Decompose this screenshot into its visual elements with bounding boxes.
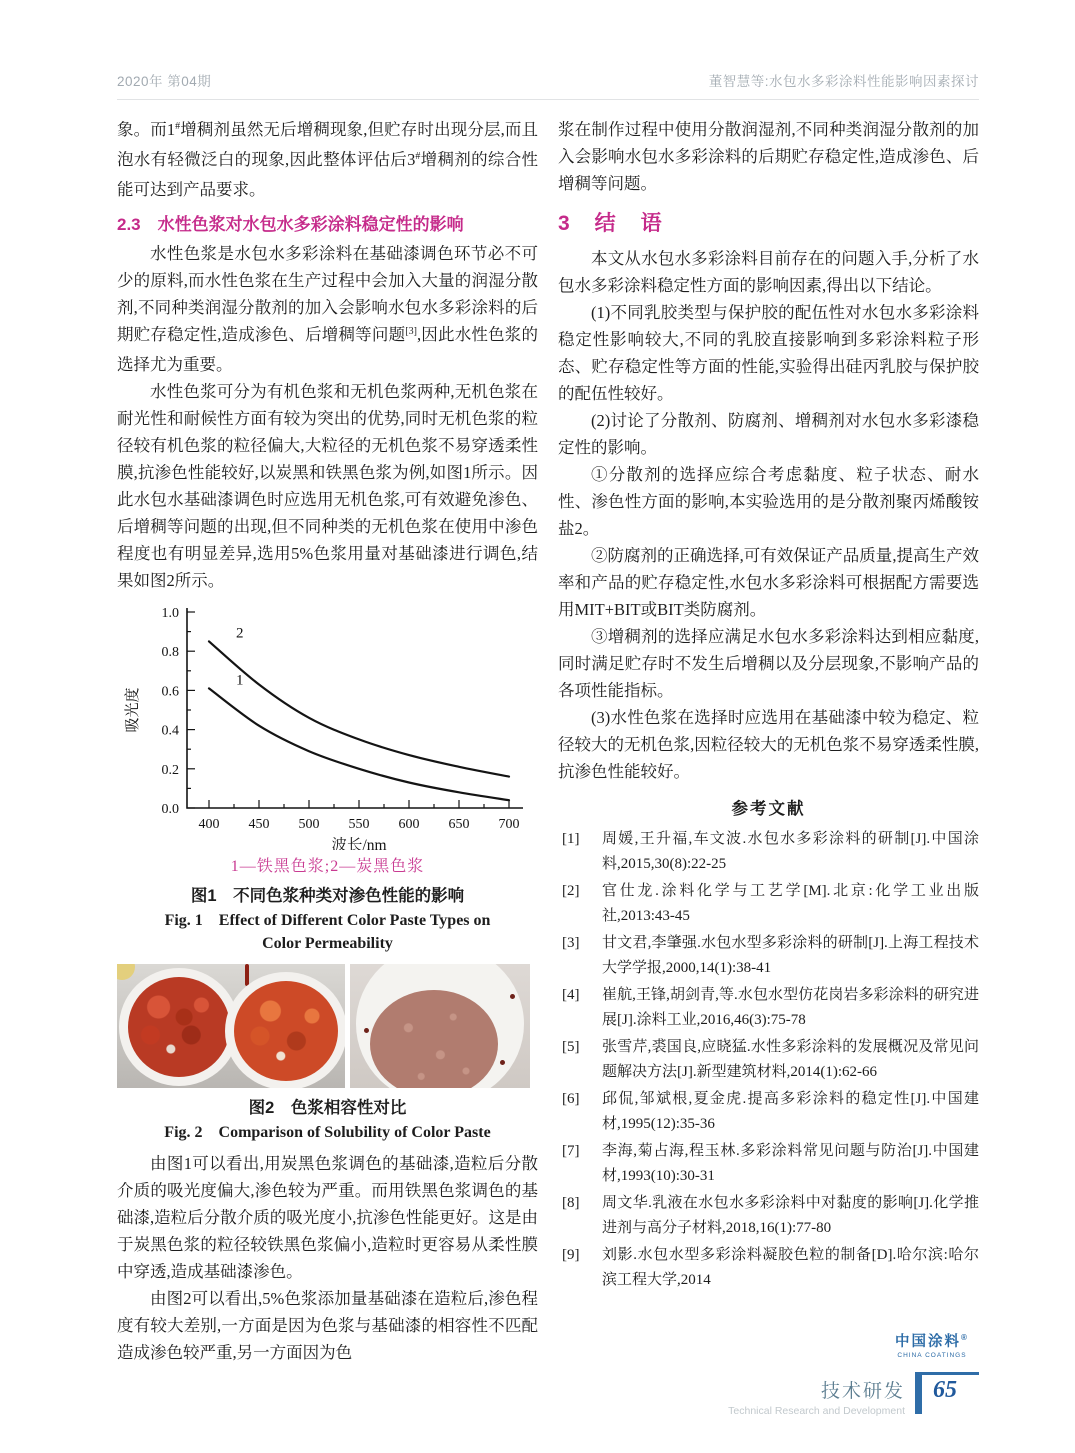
reference-item-9 xyxy=(558,1243,979,1293)
running-title: 董智慧等:水包水多彩涂料性能影响因素探讨 xyxy=(708,74,979,89)
conclusion-paragraph-6: ③增稠剂的选择应满足水包水多彩涂料达到相应黏度,同时满足贮存时不发生后增稠以及分层现象,不影响产品的各项性能指标。 xyxy=(558,627,979,700)
figure-1-caption-cn: 图1 不同色浆种类对渗色性能的影响 xyxy=(190,887,465,905)
reference-item-8 xyxy=(558,1191,979,1241)
figure-1-legend: 1—铁黑色浆;2—炭黑色浆 xyxy=(230,858,425,875)
reference-text: 周媛,王升福,车文波.水包水多彩涂料的研制[J].中国涂料,2015,30(8):22-25 xyxy=(602,831,979,872)
left-column xyxy=(117,116,538,1366)
reference-number: [9] xyxy=(562,1247,580,1263)
logo-cn: 中国涂料® xyxy=(895,1333,969,1350)
paragraph-fig1-analysis: 由图1可以看出,用炭黑色浆调色的基础漆,造粒后分散介质的吸光度偏大,渗色较为严重。而用铁黑色浆调色的基础漆,造粒后分散介质的吸光度小,抗渗色性能更好。这是由于炭黑色浆的粒径较铁黑色浆偏小,造粒时更容易从柔性膜中穿透,造成基础漆渗色。 xyxy=(117,1154,538,1281)
paragraph-colorpaste-types: 水性色浆可分为有机色浆和无机色浆两种,无机色浆在耐光性和耐候性方面有较为突出的优势,同时无机色浆的粒径较有机色浆的粒径偏大,大粒径的无机色浆不易穿透柔性膜,抗渗色性能较好,以炭黑和铁黑色浆为例,如图1所示。因此水包水基础漆调色时应选用无机色浆,可有效避免渗色、后增稠等问题的出现,但不同种类的无机色浆在使用中渗色程度也有明显差异,选用5%色浆用量对基础漆进行调色,结果如图2所示。 xyxy=(117,382,538,590)
reference-number: [2] xyxy=(562,883,580,899)
x-tick-label: 400 xyxy=(198,817,220,832)
photo-detail-drip xyxy=(245,964,249,986)
orange-paste xyxy=(234,981,338,1081)
page-number-box xyxy=(915,1372,979,1414)
photo-color-paste-bowls xyxy=(117,964,345,1088)
footer-section-en: Technical Research and Development xyxy=(728,1405,905,1417)
reference-item-4 xyxy=(558,983,979,1033)
curve-label-2: 2 xyxy=(236,625,244,642)
figure-2-caption-cn: 图2 色浆相容性对比 xyxy=(248,1099,407,1117)
curve-label-1: 1 xyxy=(236,672,244,689)
reference-item-6 xyxy=(558,1087,979,1137)
conclusion-paragraph-7: (3)水性色浆在选择时应选用在基础漆中较为稳定、粒径较大的无机色浆,因粒径较大的无机色浆不易穿透柔性膜,抗渗色性能较好。 xyxy=(558,708,979,781)
y-tick-label: 0.0 xyxy=(161,802,179,817)
reference-item-2 xyxy=(558,879,979,929)
figure-2-caption-en: Fig. 2 Comparison of Solubility of Color Paste xyxy=(164,1124,491,1141)
section-3-heading: 3 结 语 xyxy=(558,212,664,235)
y-tick-label: 0.2 xyxy=(161,762,179,778)
y-tick-label: 1.0 xyxy=(161,606,179,621)
reference-number: [1] xyxy=(562,831,580,847)
x-tick-label: 450 xyxy=(248,817,270,832)
footer-section-titles xyxy=(728,1376,905,1417)
x-tick-label: 500 xyxy=(298,817,320,832)
registered-mark: ® xyxy=(961,1333,969,1343)
conclusion-paragraph-1: 本文从水包水多彩涂料目前存在的问题入手,分析了水包水多彩涂料稳定性方面的影响因素,得出以下结论。 xyxy=(558,249,979,295)
figure-1-chart xyxy=(117,598,538,855)
speck xyxy=(510,994,515,999)
paragraph-fig2-analysis: 由图2可以看出,5%色浆添加量基础漆在造粒后,渗色程度有较大差别,一方面是因为色浆与基础漆的相容性不匹配造成渗色较严重,另一方面因为色 xyxy=(117,1289,538,1362)
bowl-left xyxy=(119,968,239,1086)
reference-number: [8] xyxy=(562,1195,580,1211)
figure-2-photos xyxy=(117,964,538,1088)
speck xyxy=(500,1060,505,1065)
figure-1-caption-en: Fig. 1 Effect of Different Color Paste Types on Color Permeability xyxy=(164,912,491,952)
conclusion-paragraph-2: (1)不同乳胶类型与保护胶的配伍性对水包水多彩涂料稳定性影响较大,不同的乳胶直接影响到多彩涂料粒子形态、贮存稳定性等方面的性能,实验得出硅丙乳胶与保护胶的配伍性较好。 xyxy=(558,303,979,403)
red-paste xyxy=(128,977,230,1077)
footer-section-cn: 技术研发 xyxy=(820,1381,905,1402)
reference-text: 李海,菊占海,程玉林.多彩涂料常见问题与防治[J].中国建材,1993(10):30-31 xyxy=(602,1143,979,1184)
reference-text: 张雪芹,裘国良,应晓猛.水性多彩涂料的发展概况及常见问题解决方法[J].新型建筑材料,2014(1):62-66 xyxy=(602,1039,979,1080)
reference-item-5 xyxy=(558,1035,979,1085)
reference-item-7 xyxy=(558,1139,979,1189)
conclusion-paragraph-3: (2)讨论了分散剂、防腐剂、增稠剂对水包水多彩漆稳定性的影响。 xyxy=(558,411,979,457)
paragraph-thickener-continued: 象。而1#增稠剂虽然无后增稠现象,但贮存时出现分层,而且泡水有轻微泛白的现象,因此整体评估后3#增稠剂的综合性能可达到产品要求。 xyxy=(117,120,539,199)
logo-en: CHINA COATINGS xyxy=(897,1352,967,1359)
reference-number: [3] xyxy=(562,935,580,951)
page-number: 65 xyxy=(933,1377,957,1403)
curve-1-铁黑色浆 xyxy=(209,688,509,800)
paragraph-colorpaste-intro: 水性色浆是水包水多彩涂料在基础漆调色环节必不可少的原料,而水性色浆在生产过程中会加入大量的润湿分散剂,不同种类润湿分散剂的加入会影响水包水多彩涂料的后期贮存稳定性,造成渗色、后增稠等问题[3],因此水性色浆的选择尤为重要。 xyxy=(117,244,538,374)
reference-number: [7] xyxy=(562,1143,580,1159)
conclusions-list xyxy=(558,245,979,785)
reference-number: [6] xyxy=(562,1091,580,1107)
footer-section-strip xyxy=(660,1372,979,1417)
x-tick-label: 600 xyxy=(398,817,420,832)
reference-text: 邱侃,邹斌根,夏金虎.提高多彩涂料的稳定性[J].中国建材,1995(12):35-36 xyxy=(602,1091,979,1132)
conclusion-paragraph-5: ②防腐剂的正确选择,可有效保证产品质量,提高生产效率和产品的贮存稳定性,水包水多彩涂料可根据配方需要选用MIT+BIT或BIT类防腐剂。 xyxy=(558,546,979,619)
y-axis-label: 吸光度 xyxy=(125,687,141,733)
right-column xyxy=(558,116,979,1366)
paragraph-dispersant-continued: 浆在制作过程中使用分散润湿剂,不同种类润湿分散剂的加入会影响水包水多彩涂料的后期贮存稳定性,造成渗色、后增稠等问题。 xyxy=(558,120,979,193)
reference-text: 周文华.乳液在水包水多彩涂料中对黏度的影响[J].化学推进剂与高分子材料,2018,16(1):77-80 xyxy=(602,1195,979,1236)
reference-number: [5] xyxy=(562,1039,580,1055)
reference-text: 甘文君,李肇强.水包水型多彩涂料的研制[J].上海工程技术大学学报,2000,14(1):38-41 xyxy=(602,935,979,976)
reference-text: 官仕龙.涂料化学与工艺学[M].北京:化学工业出版社,2013:43-45 xyxy=(602,883,979,924)
y-tick-label: 0.8 xyxy=(161,645,179,661)
x-tick-label: 700 xyxy=(498,817,520,832)
references-heading: 参考文献 xyxy=(731,800,806,818)
y-tick-label: 0.4 xyxy=(161,723,179,739)
article-body xyxy=(117,116,979,1366)
bowl-right xyxy=(225,972,345,1088)
reference-item-3 xyxy=(558,931,979,981)
issue-info: 2020年 第04期 xyxy=(117,74,212,89)
photo-mixed-paste-bowl xyxy=(350,964,530,1088)
references-list xyxy=(558,827,979,1293)
pink-liquid xyxy=(370,990,498,1088)
reference-item-1 xyxy=(558,827,979,877)
header-divider xyxy=(117,99,979,100)
photo-detail-yellow xyxy=(117,964,135,980)
x-axis-label: 波长/nm xyxy=(331,837,387,850)
speck xyxy=(364,1028,369,1033)
reference-number: [4] xyxy=(562,987,580,1003)
reference-text: 崔航,王锋,胡剑青,等.水包水型仿花岗岩多彩涂料的研究进展[J].涂料工业,2016,46(3):75-78 xyxy=(602,987,979,1028)
section-2-3-heading: 2.3 水性色浆对水包水多彩涂料稳定性的影响 xyxy=(117,215,464,234)
page-header xyxy=(117,70,979,90)
reference-text: 刘影.水包水型多彩涂料凝胶色粒的制备[D].哈尔滨:哈尔滨工程大学,2014 xyxy=(602,1247,979,1288)
journal-logo xyxy=(877,1330,987,1359)
conclusion-paragraph-4: ①分散剂的选择应综合考虑黏度、粒子状态、耐水性、渗色性方面的影响,本实验选用的是分散剂聚丙烯酸铵盐2。 xyxy=(558,465,979,538)
curve-2-炭黑色浆 xyxy=(209,641,509,776)
y-tick-label: 0.6 xyxy=(161,684,179,700)
absorbance-wavelength-chart xyxy=(117,598,538,850)
x-tick-label: 550 xyxy=(348,817,370,832)
x-tick-label: 650 xyxy=(448,817,470,832)
